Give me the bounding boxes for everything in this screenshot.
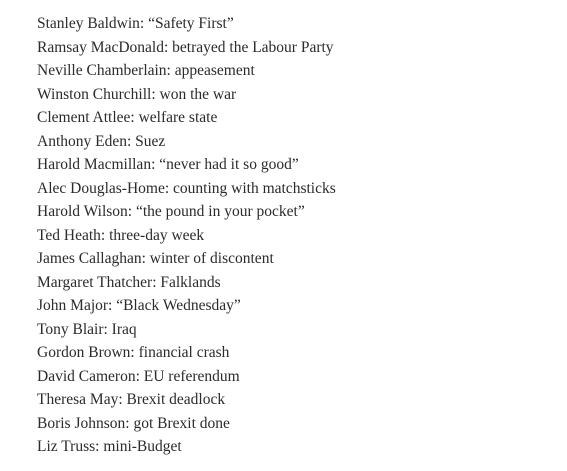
list-item: James Callaghan: winter of discontent	[37, 250, 274, 267]
list-item: Harold Wilson: “the pound in your pocket”	[37, 203, 305, 220]
list-item: Clement Attlee: welfare state	[37, 109, 218, 126]
list-item: Alec Douglas-Home: counting with matchsticks	[37, 179, 336, 197]
list-item: Stanley Baldwin: “Safety First”	[37, 15, 234, 32]
list-item: Theresa May: Brexit deadlock	[37, 391, 226, 408]
list-item: Anthony Eden: Suez	[37, 132, 166, 150]
list-item: Winston Churchill: won the war	[37, 85, 237, 103]
list-item: Harold Macmillan: “never had it so good”	[37, 156, 299, 173]
list-item: Ted Heath: three-day week	[37, 226, 205, 244]
prime-minister-list	[37, 12, 336, 459]
list-item: Margaret Thatcher: Falklands	[37, 273, 221, 291]
list-item: Neville Chamberlain: appeasement	[37, 62, 255, 79]
list-item: Gordon Brown: financial crash	[37, 344, 230, 361]
list-item: Liz Truss: mini-Budget	[37, 438, 182, 455]
list-item: David Cameron: EU referendum	[37, 367, 240, 385]
list-item: Ramsay MacDonald: betrayed the Labour Party	[37, 38, 334, 56]
list-item: Boris Johnson: got Brexit done	[37, 414, 230, 432]
list-item: Tony Blair: Iraq	[37, 320, 137, 338]
list-item: John Major: “Black Wednesday”	[37, 297, 241, 314]
